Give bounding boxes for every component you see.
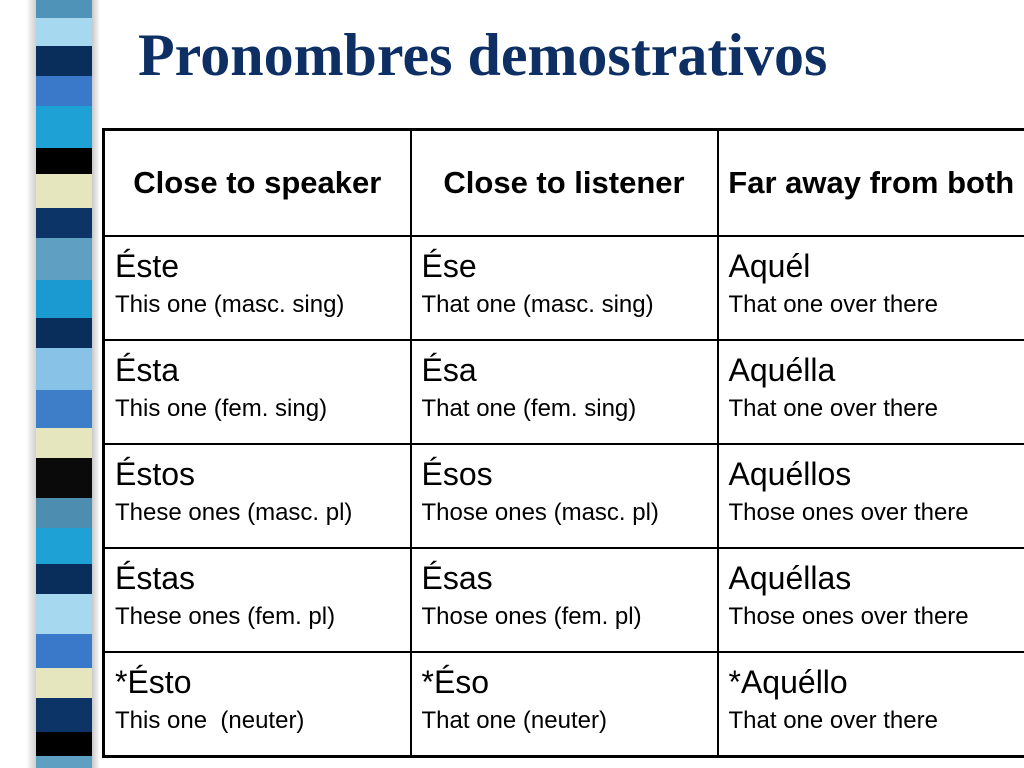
table-row [104, 444, 1024, 548]
decorative-stripe [36, 0, 92, 768]
table-cell-listener [411, 236, 718, 340]
table-cell-far [718, 548, 1024, 652]
stripe-band [36, 732, 92, 756]
pronoun-translation: Those ones (masc. pl) [421, 499, 659, 526]
table-cell-listener [411, 548, 718, 652]
stripe-band [36, 208, 92, 238]
pronoun-word: Ésta [115, 352, 180, 388]
table-cell-listener [411, 340, 718, 444]
pronoun-translation: That one (masc. sing) [421, 291, 654, 318]
pronoun-word: Ésa [421, 352, 477, 388]
pronoun-translation: That one (fem. sing) [421, 395, 637, 422]
stripe-band [36, 564, 92, 594]
stripe-band [36, 498, 92, 528]
stripe-band [36, 318, 92, 348]
stripe-band [36, 148, 92, 174]
stripe-band [36, 594, 92, 634]
stripe-band [36, 106, 92, 148]
stripe-band [36, 428, 92, 458]
table-cell-far [718, 236, 1024, 340]
pronoun-translation: Those ones over there [728, 603, 969, 630]
table-cell-speaker [104, 340, 411, 444]
table-cell-listener [411, 444, 718, 548]
stripe-band [36, 348, 92, 390]
pronoun-word: *Aquéllo [728, 664, 848, 700]
pronoun-word: Éste [115, 248, 180, 284]
stripe-band [36, 174, 92, 208]
pronoun-translation: That one (neuter) [421, 707, 607, 734]
pronoun-translation: This one (fem. sing) [115, 395, 328, 422]
pronoun-translation: These ones (masc. pl) [115, 499, 353, 526]
pronoun-translation: These ones (fem. pl) [115, 603, 336, 630]
stripe-band [36, 18, 92, 46]
stripe-band [36, 76, 92, 106]
table-cell-speaker [104, 548, 411, 652]
table-row [104, 548, 1024, 652]
pronoun-word: *Éso [421, 664, 490, 700]
stripe-shadow [92, 0, 100, 768]
pronoun-word: Ésos [421, 456, 493, 492]
stripe-band [36, 390, 92, 428]
table-cell-speaker [104, 652, 411, 757]
table-cell-far [718, 340, 1024, 444]
stripe-band [36, 238, 92, 280]
table-row [104, 652, 1024, 757]
pronoun-word: Aquél [728, 248, 811, 284]
stripe-band [36, 458, 92, 498]
stripe-band [36, 756, 92, 768]
pronoun-word: Aquéllos [728, 456, 852, 492]
demonstrative-pronouns-table [102, 128, 1024, 758]
table-cell-listener [411, 652, 718, 757]
pronoun-word: Ése [421, 248, 477, 284]
table-header-row [104, 130, 1024, 237]
pronoun-word: Ésas [421, 560, 493, 596]
stripe-left-shadow [26, 0, 36, 768]
table-cell-speaker [104, 444, 411, 548]
pronoun-word: *Ésto [115, 664, 192, 700]
pronoun-word: Aquélla [728, 352, 836, 388]
table-cell-speaker [104, 236, 411, 340]
stripe-band [36, 698, 92, 732]
pronoun-translation: That one over there [728, 707, 938, 734]
header-close-to-listener: Close to listener [411, 130, 718, 237]
pronoun-translation: That one over there [728, 291, 938, 318]
stripe-band [36, 280, 92, 318]
pronoun-translation: Those ones (fem. pl) [421, 603, 642, 630]
table-row [104, 236, 1024, 340]
pronoun-translation: Those ones over there [728, 499, 969, 526]
pronoun-word: Éstas [115, 560, 196, 596]
table-cell-far [718, 444, 1024, 548]
stripe-band [36, 528, 92, 564]
stripe-band [36, 634, 92, 668]
stripe-band [36, 668, 92, 698]
pronoun-translation: This one (neuter) [115, 707, 305, 734]
table-cell-far [718, 652, 1024, 757]
pronoun-translation: This one (masc. sing) [115, 291, 345, 318]
stripe-band [36, 0, 92, 18]
stripe-band [36, 46, 92, 76]
page-title: Pronombres demostrativos [138, 22, 828, 88]
pronoun-word: Aquéllas [728, 560, 852, 596]
header-close-to-speaker: Close to speaker [104, 130, 411, 237]
pronoun-word: Éstos [115, 456, 196, 492]
pronoun-translation: That one over there [728, 395, 938, 422]
table-row [104, 340, 1024, 444]
header-far-away: Far away from both [718, 130, 1024, 237]
